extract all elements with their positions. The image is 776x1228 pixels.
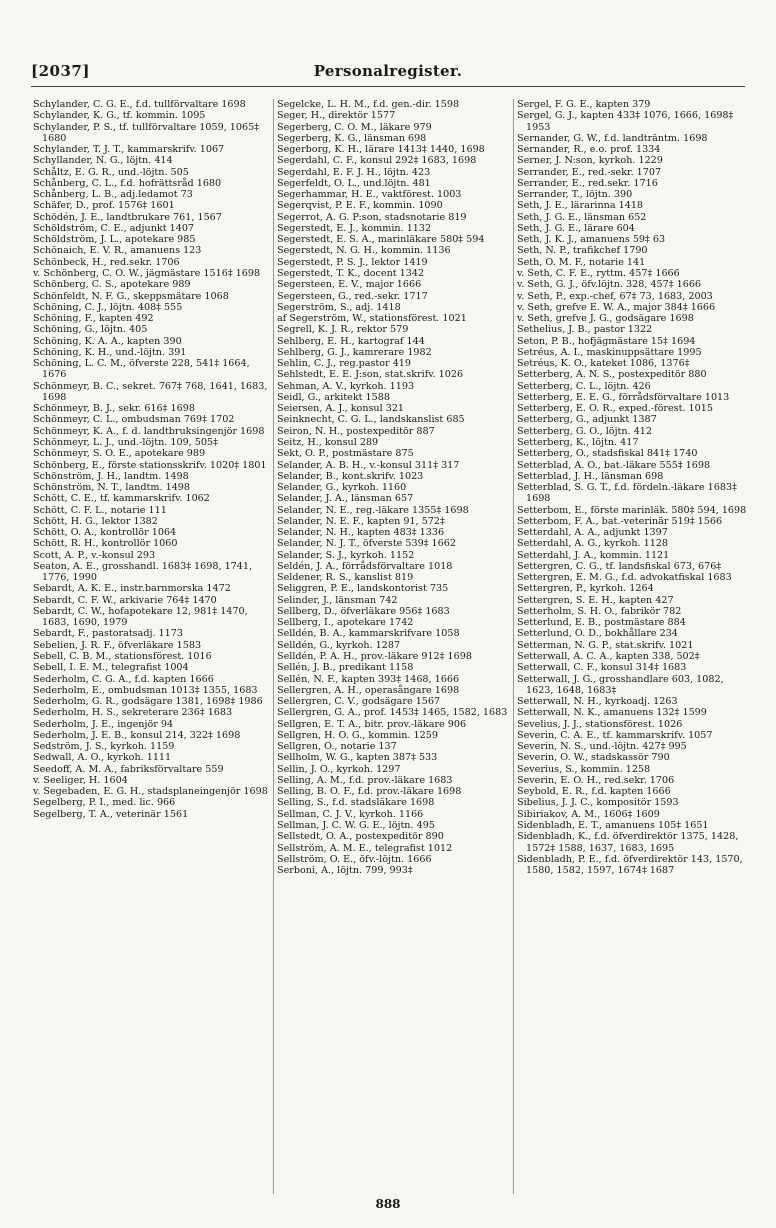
register-entry: Sehlberg, G. J., kamrerare 1982	[277, 346, 432, 358]
register-entry: Sehlin, C. J., reg.pastor 419	[277, 358, 412, 370]
register-entry: Setterwall, N. K., amanuens 132‡ 1599	[517, 707, 707, 719]
register-entry: Segersteen, E. V., major 1666	[277, 279, 422, 291]
register-entry: Setterberg, K., löjtn. 417	[517, 436, 639, 448]
register-entry: Serner, J. N:son, kyrkoh. 1229	[517, 155, 663, 167]
register-entry: Segelberg, P. I., med. lic. 966	[33, 797, 176, 809]
register-entry: Sethelius, J. B., pastor 1322	[517, 324, 653, 336]
register-entry: Seldén, J. A., förrådsförvaltare 1018	[277, 560, 453, 572]
register-entry: Sellén, J. B., predikant 1158	[277, 662, 414, 674]
register-entry: Setterwall, A. C. A., kapten 338, 502‡	[517, 651, 700, 663]
register-entry: Seitz, H., konsul 289	[277, 436, 379, 448]
register-entry: Schöning, G., löjtn. 405	[33, 324, 148, 336]
register-entry: Schönaich, E. V. R., amanuens 123	[33, 245, 202, 257]
column-2	[273, 99, 510, 1194]
register-entry: Sebardt, C. F. W., arkivarie 764‡ 1470	[33, 594, 217, 606]
register-entry: Settergren, S. E. H., kapten 427	[517, 594, 674, 606]
register-entry: Setterwall, J. G., grosshandlare 603, 1082, 1623, 1648, 1683‡	[517, 673, 724, 696]
register-entry: Selldén, P. A. H., prov.-läkare 912‡ 1698	[277, 651, 472, 663]
register-entry: Schönmeyr, S. O. E., apotekare 989	[33, 448, 206, 460]
register-entry: Schönfeldt, N. F. G., skeppsmätare 1068	[33, 290, 229, 302]
register-entry: Sergel, G. J., kapten 433‡ 1076, 1666, 1698‡ 1953	[517, 110, 734, 133]
register-entry: Sederholm, E., ombudsman 1013‡ 1355, 1683	[33, 684, 258, 696]
register-entry: Segerfeldt, O. L., und.löjtn. 481	[277, 177, 431, 189]
register-entry: Sellin, J. O., kyrkoh. 1297	[277, 763, 401, 775]
register-entry: Selling, S., f.d. stadsläkare 1698	[277, 797, 435, 809]
register-entry: v. Seth, grefve E. W. A., major 384‡ 1666	[517, 301, 716, 313]
register-entry: Selander, J. A., länsman 657	[277, 493, 414, 505]
register-entry: Selander, A. B. H., v.-konsul 311‡ 317	[277, 459, 460, 471]
page-number: [2037]	[31, 62, 90, 80]
page-footer-number: 888	[375, 1197, 401, 1211]
register-entry: Segersteen, G., red.-sekr. 1717	[277, 290, 428, 302]
register-entry: Segerstedt, T. K., docent 1342	[277, 267, 425, 279]
register-entry: Selldén, G., kyrkoh. 1287	[277, 639, 401, 651]
register-entry: Selling, A. M., f.d. prov.-läkare 1683	[277, 774, 453, 786]
register-entry: Schödén, J. E., landtbrukare 761, 1567	[33, 211, 222, 223]
register-entry: Selander, B., kont.skrifv. 1023	[277, 470, 424, 482]
register-entry: Sederholm, G. R., godsägare 1381, 1698‡ 1986	[33, 696, 263, 708]
register-entry: Segerdahl, C. F., konsul 292‡ 1683, 1698	[277, 155, 477, 167]
register-entry: Segerström, S., adj. 1418	[277, 301, 401, 313]
register-entry: Sehlberg, E. H., kartograf 144	[277, 335, 425, 347]
register-entry: Seton, P. B., hofjägmästare 15‡ 1694	[517, 335, 696, 347]
register-entry: Schylander, C. G. E., f.d. tullförvaltare 1698	[33, 99, 246, 110]
register-entry: Segerberg, C. O. M., läkare 979	[277, 121, 432, 133]
register-entry: Schöning, L. C. M., öfverste 228, 541‡ 1664, 1676	[33, 358, 250, 381]
register-entry: Serboni, A., löjtn. 799, 993‡	[277, 865, 413, 877]
register-entry: Schönberg, C. S., apotekare 989	[33, 279, 191, 291]
register-entry: Seger, H., direktör 1577	[277, 110, 396, 122]
register-entry: Schäfer, D., prof. 1576‡ 1601	[33, 200, 175, 212]
register-entry: Serrander, E., red.-sekr. 1707	[517, 166, 662, 178]
register-entry: Setterdahl, A. A., adjunkt 1397	[517, 527, 668, 539]
register-entry: Selander, N. J. T., öfverste 539‡ 1662	[277, 538, 456, 550]
register-entry: Settergren, C. G., tf. landsfiskal 673, 676‡	[517, 560, 722, 572]
register-entry: Setréus, A. I., maskinuppsättare 1995	[517, 346, 702, 358]
column-1	[33, 99, 269, 1194]
register-entry: Sellgren, E. T. A., bitr. prov.-läkare 906	[277, 718, 467, 730]
register-entry: Segerstedt, P. S. J., lektor 1419	[277, 256, 428, 268]
register-entry: Sellstedt, O. A., postexpeditör 890	[277, 831, 444, 843]
page-title: Personalregister.	[313, 62, 463, 80]
register-entry: Seaton, A. E., grosshandl. 1683‡ 1698, 1741, 1776, 1990	[33, 560, 253, 584]
register-entry: Sellén, N. F., kapten 393‡ 1468, 1666	[277, 673, 460, 685]
register-entry: Selander, N. H., kapten 483‡ 1336	[277, 527, 445, 539]
register-entry: Sellman, C. J. V., kyrkoh. 1166	[277, 808, 424, 820]
register-entry: Setterwall, N. H., kyrkoadj. 1263	[517, 696, 678, 708]
register-entry: v. Seth, G. J., öfv.löjtn. 328, 457‡ 1666	[517, 279, 702, 291]
register-entry: Sekt, O. P., postmästare 875	[277, 448, 414, 460]
register-entry: Setterberg, G., adjunkt 1387	[517, 414, 657, 426]
register-entry: Sedström, J. S., kyrkoh. 1159	[33, 741, 175, 753]
register-entry: Sehman, A. V., kyrkoh. 1193	[277, 380, 415, 392]
page-header	[31, 62, 745, 84]
register-entry: Sebelien, J. R. F., öfverläkare 1583	[33, 639, 202, 651]
register-entry: Scott, A. P., v.-konsul 293	[33, 549, 156, 561]
register-entry: Sellergren, C. V., godsägare 1567	[277, 696, 441, 708]
register-entry: Seth, J. G. E., lärare 604	[517, 222, 635, 234]
register-entry: Schönmeyr, B. C., sekret. 767‡ 768, 1641, 1683, 1698	[33, 380, 268, 403]
register-entry: Seiersen, A. J., konsul 321	[277, 403, 405, 415]
register-entry: Sernander, R., e.o. prof. 1334	[517, 144, 661, 156]
register-entry: Schånberg, L. B., adj.ledamot 73	[33, 189, 193, 201]
register-entry: Segelcke, L. H. M., f.d. gen.-dir. 1598	[277, 99, 460, 110]
register-entry: Sellman, J. C. W. G. E., löjtn. 495	[277, 820, 435, 831]
register-entry: Segerstedt, E. S. A., marinläkare 580‡ 594	[277, 234, 485, 246]
register-entry: Sellergren, G. A., prof. 1453‡ 1465, 1582, 1683	[277, 707, 508, 719]
register-entry: Schönmeyr, L. J., und.-löjtn. 109, 505‡	[33, 436, 218, 448]
register-entry: Setterberg, C. L., löjtn. 426	[517, 380, 651, 392]
register-entry: Segerstedt, E. J., kommin. 1132	[277, 222, 432, 234]
register-entry: Sidenbladh, E. T., amanuens 105‡ 1651	[517, 820, 709, 831]
register-entry: Schöning, K. A. A., kapten 390	[33, 335, 182, 347]
register-entry: Sebardt, C. W., hofapotekare 12, 981‡ 1470, 1683, 1690, 1979	[33, 605, 248, 629]
register-entry: Serrander, E., red.sekr. 1716	[517, 177, 658, 189]
register-entry: Setterwall, C. F., konsul 314‡ 1683	[517, 662, 687, 674]
register-entry: v. Seeliger, H. 1604	[33, 774, 128, 786]
register-entry: Schylander, T. J. T., kammarskrifv. 1067	[33, 144, 225, 156]
register-entry: Setterdahl, A. G., kyrkoh. 1128	[517, 538, 669, 550]
register-columns	[33, 99, 749, 1194]
register-entry: Severin, E. O. H., red.sekr. 1706	[517, 774, 675, 786]
register-entry: Setterberg, E. O. R., exped.-förest. 1015	[517, 403, 713, 415]
register-entry: Sidenbladh, P. E., f.d. öfverdirektör 143, 1570, 1580, 1582, 1597, 1674‡ 1687	[517, 853, 743, 877]
register-entry: Selander, N. E., reg.-läkare 1355‡ 1698	[277, 504, 469, 516]
register-entry: Sellberg, I., apotekare 1742	[277, 617, 414, 629]
register-entry: Schylander, K. G., tf. kommin. 1095	[33, 110, 206, 122]
register-entry: Schyllander, N. G., löjtn. 414	[33, 155, 173, 167]
register-entry: Segerrot, A. G. P:son, stadsnotarie 819	[277, 211, 467, 223]
register-entry: Sidenbladh, K., f.d. öfverdirektör 1375, 1428, 1572‡ 1588, 1637, 1683, 1695	[517, 831, 739, 854]
register-entry: Sevelius, J. J., stationsförest. 1026	[517, 718, 683, 730]
register-entry: Sellgren, O., notarie 137	[277, 741, 397, 753]
register-entry: Schåltz, E. G. R., und.-löjtn. 505	[33, 166, 189, 178]
register-entry: Schöning, K. H., und.-löjtn. 391	[33, 346, 187, 358]
register-entry: Schylander, P. S., tf. tullförvaltare 1059, 1065‡ 1680	[33, 121, 260, 144]
register-entry: Setterholm, S. H. O., fabrikör 782	[517, 605, 682, 617]
register-entry: Sederholm, J. E., ingenjör 94	[33, 718, 174, 730]
register-entry: Seth, N. P., trafikchef 1790	[517, 245, 648, 257]
register-entry: Seinknecht, C. G. L., landskanslist 685	[277, 414, 465, 426]
register-entry: Sellström, A. M. E., telegrafist 1012	[277, 842, 453, 854]
register-entry: Schött, C. E., tf. kammarskrifv. 1062	[33, 493, 210, 505]
register-entry: Setterberg, O., stadsfiskal 841‡ 1740	[517, 448, 698, 460]
register-entry: Selinder, J., länsman 742	[277, 594, 398, 606]
register-entry: Selander, G., kyrkoh. 1160	[277, 482, 407, 494]
register-entry: Schånberg, C. L., f.d. hofrättsråd 1680	[33, 177, 222, 189]
register-entry: Schöning, F., kapten 492	[33, 313, 154, 325]
register-entry: Segerqvist, P. E. F., kommin. 1090	[277, 200, 443, 212]
register-entry: Sederholm, H. S., sekreterare 236‡ 1683	[33, 707, 233, 719]
register-entry: Schönmeyr, K. A., f. d. landtbruksingenjör 1698	[33, 425, 265, 437]
register-entry: Serrander, T., löjtn. 390	[517, 189, 633, 201]
register-entry: Setterlund, O. D., bokhållare 234	[517, 628, 678, 640]
register-entry: Schönström, N. T., landtm. 1498	[33, 482, 191, 494]
register-entry: Sebardt, A. K. E., instr.barnmorska 1472	[33, 583, 231, 595]
register-entry: v. Seth, C. F. E., ryttm. 457‡ 1666	[517, 267, 680, 279]
register-entry: Setterbom, E., förste marinläk. 580‡ 594, 1698	[517, 504, 747, 516]
register-entry: Seth, J. K. J., amanuens 59‡ 63	[517, 234, 666, 246]
register-entry: Seth, J. G. E., länsman 652	[517, 211, 647, 223]
register-entry: Sernander, G. W., f.d. landträntm. 1698	[517, 132, 708, 144]
register-entry: Sedwall, A. O., kyrkoh. 1111	[33, 752, 172, 764]
register-entry: Schönmeyr, C. L., ombudsman 769‡ 1702	[33, 414, 235, 426]
register-entry: Seliggren, P. E., landskontorist 735	[277, 583, 449, 595]
register-entry: Segerborg, K. H., lärare 1413‡ 1440, 1698	[277, 144, 485, 156]
register-entry: Selldén, B. A., kammarskrifvare 1058	[277, 628, 460, 640]
register-entry: Segerhammar, H. E., vaktförest. 1003	[277, 189, 462, 201]
register-entry: Schönmeyr, B. J., sekr. 616‡ 1698	[33, 403, 195, 415]
register-entry: Schönberg, E., förste stationsskrifv. 1020‡ 1801	[33, 459, 267, 471]
register-entry: Selander, N. E. F., kapten 91, 572‡	[277, 515, 445, 527]
register-entry: Setterman, N. G. P., stat.skrifv. 1021	[517, 639, 694, 651]
register-entry: Severin, N. S., und.-löjtn. 427‡ 995	[517, 741, 687, 753]
register-entry: Schöning, C. J., löjtn. 408‡ 555	[33, 301, 183, 313]
register-entry: Schöldström, J. L., apotekare 985	[33, 234, 196, 246]
register-entry: Setterbom, F. A., bat.-veterinär 519‡ 1566	[517, 515, 723, 527]
register-entry: Seth, O. M. F., notarie 141	[517, 256, 646, 268]
register-entry: Sebell, C. B. M., stationsförest. 1016	[33, 651, 212, 663]
register-entry: Selling, B. O. F., f.d. prov.-läkare 1698	[277, 786, 462, 798]
register-entry: Sebell, I. E. M., telegrafist 1004	[33, 662, 189, 674]
register-entry: Setterdahl, J. A., kommin. 1121	[517, 549, 670, 561]
register-entry: Sergel, F. G. E., kapten 379	[517, 99, 651, 110]
register-entry: Schött, H. G., lektor 1382	[33, 515, 158, 527]
register-entry: Sellergren, A. H., operasångare 1698	[277, 684, 460, 696]
register-entry: Setréus, K. O., kateket 1086, 1376‡	[517, 358, 690, 370]
register-entry: Segrell, K. J. R., rektor 579	[277, 324, 409, 336]
register-entry: Seth, J. E., lärarinna 1418	[517, 200, 644, 212]
register-entry: Sehlstedt, E. E. J:son, stat.skrifv. 1026	[277, 369, 464, 381]
register-entry: Sellström, O. E., öfv.-löjtn. 1666	[277, 853, 432, 865]
register-entry: Settergren, E. M. G., f.d. advokatfiskal 1683	[517, 572, 732, 584]
register-entry: Sellberg, D., öfverläkare 956‡ 1683	[277, 605, 450, 617]
register-entry: Segerberg, K. G., länsman 698	[277, 132, 427, 144]
register-entry: Setterberg, E. E. G., förrådsförvaltare 1013	[517, 391, 730, 403]
column-3	[513, 99, 750, 1194]
register-entry: Seiron, N. H., postexpeditör 887	[277, 425, 435, 437]
register-entry: Schött, R. H., kontrollör 1060	[33, 538, 178, 550]
register-entry: af Segerström, W., stationsförest. 1021	[277, 313, 467, 325]
register-entry: Schönbeck, H., red.sekr. 1706	[33, 256, 180, 268]
register-entry: Segerstedt, N. G. H., kommin. 1136	[277, 245, 451, 257]
register-entry: Sederholm, J. E. B., konsul 214, 322‡ 1698	[33, 729, 241, 741]
register-entry: v. Seth, P., exp.-chef, 67‡ 73, 1683, 2003	[517, 290, 713, 302]
register-entry: v. Schönberg, C. O. W., jägmästare 1516‡ 1698	[33, 267, 261, 279]
register-entry: Seldener, R. S., kanslist 819	[277, 572, 414, 584]
register-entry: Seedoff, A. M. A., fabriksförvaltare 559	[33, 763, 224, 775]
register-entry: Severin, O. W., stadskassör 790	[517, 752, 670, 764]
register-entry: Sebardt, F., pastoratsadj. 1173	[33, 628, 183, 640]
register-entry: Schönström, J. H., landtm. 1498	[33, 470, 189, 482]
register-entry: Settergren, P., kyrkoh. 1264	[517, 583, 654, 595]
register-entry: Setterblad, J. H., länsman 698	[517, 470, 664, 482]
register-entry: Setterblad, S. G. T., f.d. fördeln.-läkare 1683‡ 1698	[517, 482, 737, 505]
register-entry: Selander, S. J., kyrkoh. 1152	[277, 549, 415, 561]
register-entry: Seidl, G., arkitekt 1588	[277, 391, 390, 403]
register-entry: Severin, C. A. E., tf. kammarskrifv. 1057	[517, 729, 713, 741]
register-entry: Sibiriakov, A. M., 1606‡ 1609	[517, 808, 660, 820]
register-entry: Sellgren, H. O. G., kommin. 1259	[277, 729, 438, 741]
register-entry: Severius, S., kommin. 1258	[517, 763, 651, 775]
register-entry: Setterlund, E. B., postmästare 884	[517, 617, 686, 629]
register-entry: Segerdahl, E. F. J. H., löjtn. 423	[277, 166, 431, 178]
register-entry: Sibelius, J. J. C., kompositör 1593	[517, 797, 679, 809]
register-entry: Segelberg, T. A., veterinär 1561	[33, 808, 189, 820]
register-entry: v. Seth, grefve J. G., godsägare 1698	[517, 313, 694, 325]
register-entry: v. Segebaden, E. G. H., stadsplaneingenjör 1698	[33, 786, 268, 798]
register-entry: Setterblad, A. O., bat.-läkare 555‡ 1698	[517, 459, 711, 471]
register-entry: Setterberg, A. N. S., postexpeditör 880	[517, 369, 707, 381]
register-entry: Schött, O. A., kontrollör 1064	[33, 527, 177, 539]
register-entry: Sederholm, C. G. A., f.d. kapten 1666	[33, 673, 214, 685]
register-entry: Seybold, E. R., f.d. kapten 1666	[517, 786, 671, 798]
header-rule	[31, 86, 745, 87]
register-entry: Schöldström, C. E., adjunkt 1407	[33, 222, 195, 234]
register-entry: Setterberg, G. O., löjtn. 412	[517, 425, 653, 437]
register-entry: Schött, C. F. L., notarie 111	[33, 504, 167, 516]
register-entry: Sellholm, W. G., kapten 387‡ 533	[277, 752, 438, 764]
